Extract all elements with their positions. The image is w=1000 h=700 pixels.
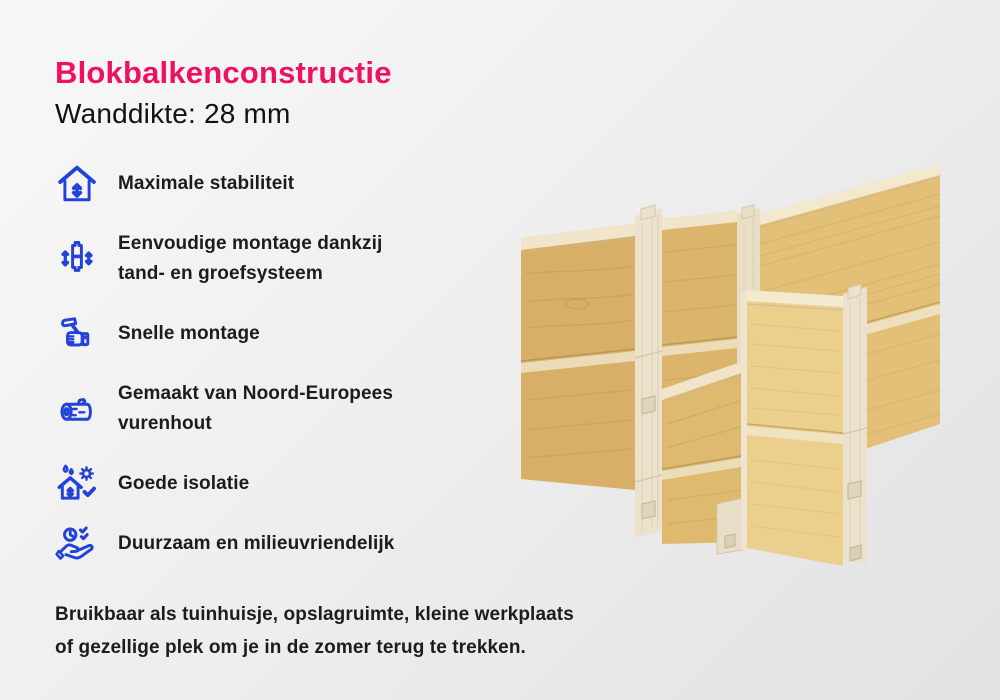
wood-beam-joint-illustration <box>495 152 985 612</box>
house-arrows-icon <box>55 162 99 206</box>
feature-item-insulation <box>55 462 430 506</box>
feature-item-spruce-wood <box>55 379 430 439</box>
feature-item-fast-assembly <box>55 312 430 356</box>
house-weather-icon <box>55 462 99 506</box>
feature-item-stability <box>55 162 430 206</box>
wood-beams-render <box>495 152 985 612</box>
feature-item-sustainable <box>55 522 430 566</box>
hand-clock-icon <box>55 522 99 566</box>
usage-line-2: of gezellige plek om je in de zomer terug te trekken. <box>55 637 526 658</box>
page-title: Blokbalkenconstructie <box>55 55 392 90</box>
feature-label: Snelle montage <box>118 323 260 344</box>
feature-label: Maximale stabiliteit <box>118 173 295 194</box>
wall-thickness-subtitle: Wanddikte: 28 mm <box>55 98 291 129</box>
feature-list <box>55 162 430 566</box>
feature-label: Gemaakt van Noord-Europees vurenhout <box>118 383 394 434</box>
log-icon <box>55 387 99 431</box>
usage-line-1: Bruikbaar als tuinhuisje, opslagruimte, kleine werkplaats <box>55 604 574 625</box>
feature-item-tongue-groove <box>55 229 430 289</box>
feature-label: Eenvoudige montage dankzij tand- en groefsysteem <box>118 233 383 284</box>
feature-label: Goede isolatie <box>118 473 250 494</box>
stacked-planks-icon <box>55 237 99 281</box>
hammer-hand-icon <box>55 312 99 356</box>
feature-label: Duurzaam en milieuvriendelijk <box>118 533 395 554</box>
